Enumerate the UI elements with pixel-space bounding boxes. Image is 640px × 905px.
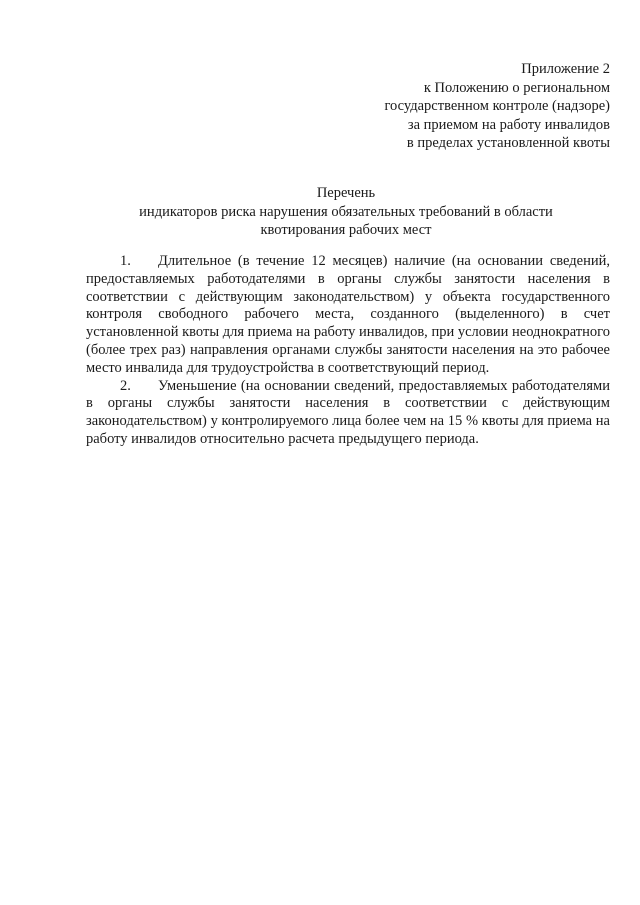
item-text: Уменьшение (на основании сведений, предоставляемых работодателями в органы службы занятости населения в соответствии с действующим законодательством) у контролируемого лица более чем на 15 % квоты для приема на работу инвалидов относительно расчета предыдущего периода. <box>86 377 610 447</box>
appendix-line: за приемом на работу инвалидов <box>407 116 610 133</box>
appendix-line: к Положению о региональном <box>423 79 610 96</box>
item-number: 2. <box>120 377 131 394</box>
appendix-line: в пределах установленной квоты <box>406 135 610 151</box>
list-item <box>86 253 610 378</box>
appendix-reference <box>310 60 610 153</box>
title-line: индикаторов риска нарушения обязательных требований в области <box>139 203 553 220</box>
title-line: квотирования рабочих мест <box>260 222 432 238</box>
document-title <box>90 184 602 240</box>
appendix-line: Приложение 2 <box>521 61 610 77</box>
indicator-list <box>86 253 610 449</box>
list-item <box>86 378 610 449</box>
item-number: 1. <box>120 253 131 269</box>
item-text: Длительное (в течение 12 месяцев) наличие (на основании сведений, предоставляемых работодателями в органы службы занятости населения в соответствии с действующим законодательством) у объекта государственного контроля свободного рабочего места, созданного (выделенного) в счет установленной квоты для приема на работу инвалидов, при условии неоднократного (более трех раз) направления органами службы занятости населения на это рабочее место инвалида для трудоустройства в соответствующий период. <box>86 253 610 376</box>
appendix-line: государственном контроле (надзоре) <box>384 98 610 114</box>
title-heading: Перечень <box>316 185 376 201</box>
